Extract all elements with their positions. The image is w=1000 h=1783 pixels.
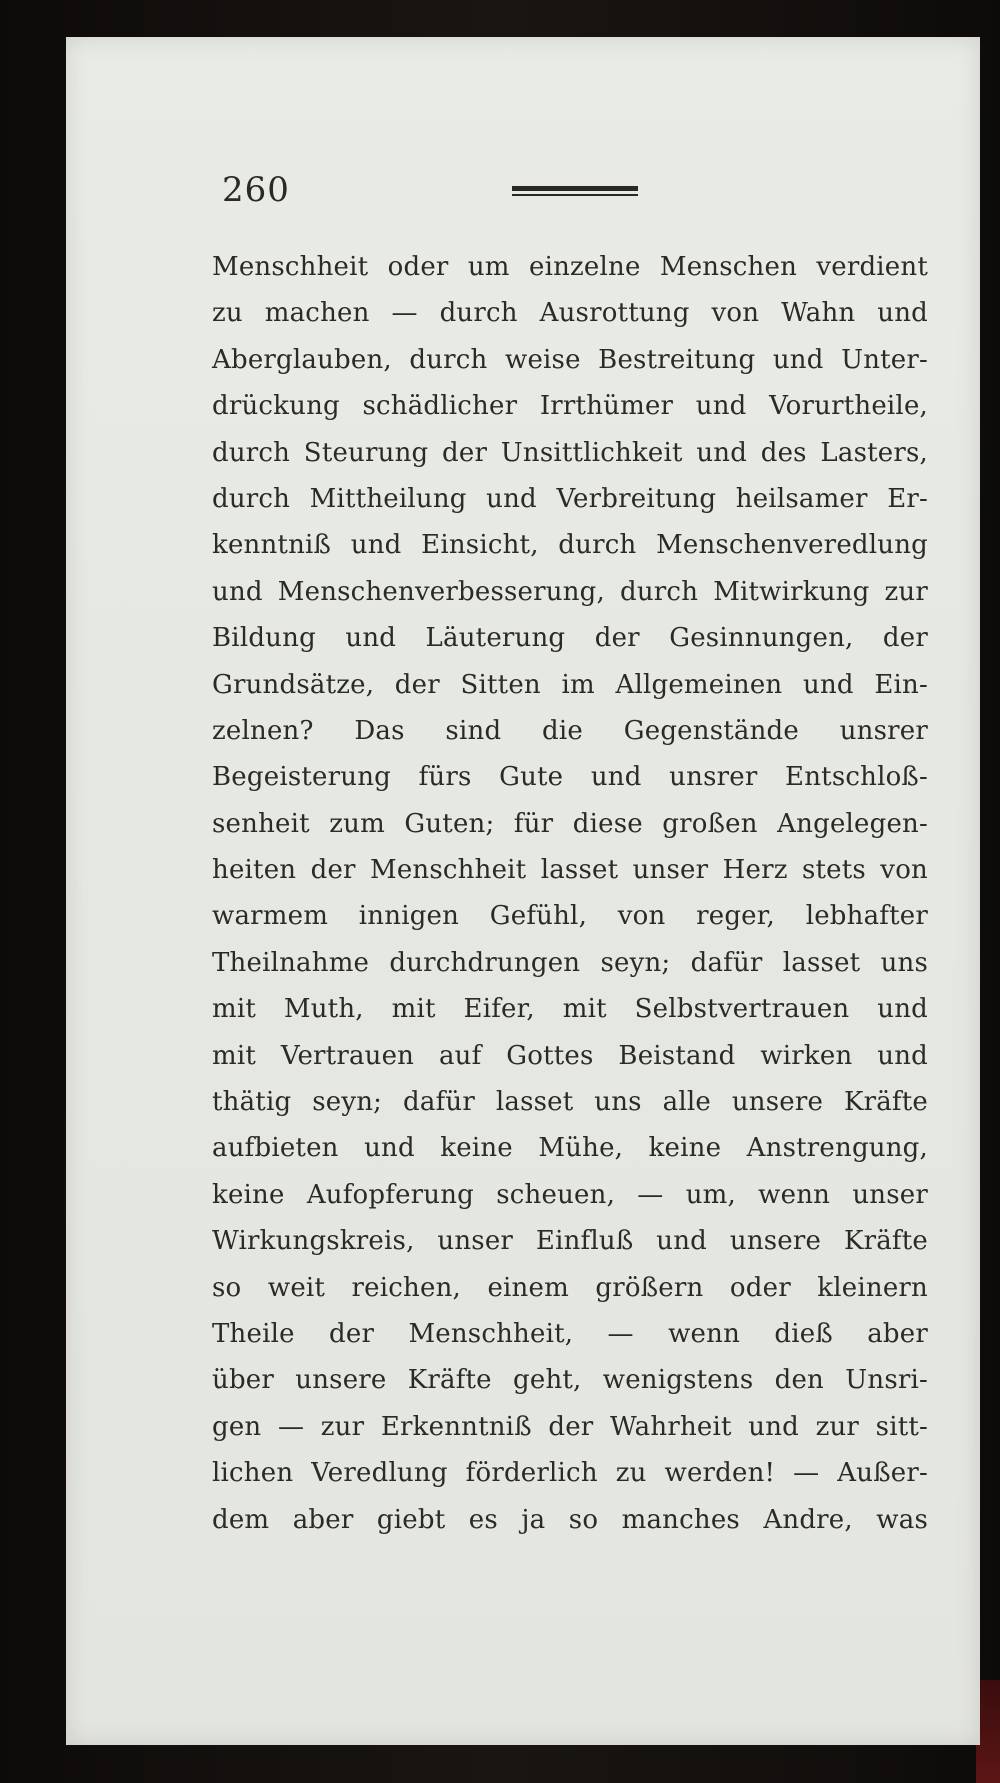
text-line: Aberglauben, durch weise Bestreitung und Unter- bbox=[212, 344, 928, 375]
header-rule-thick bbox=[512, 186, 638, 191]
text-line: thätig seyn; dafür lasset uns alle unsere Kräfte bbox=[212, 1087, 928, 1118]
body-text bbox=[212, 244, 928, 1543]
header-rule bbox=[512, 186, 638, 197]
text-line: so weit reichen, einem größern oder kleinern bbox=[212, 1272, 928, 1303]
text-line: Bildung und Läuterung der Gesinnungen, der bbox=[212, 623, 928, 654]
text-line: durch Steurung der Unsittlichkeit und des Lasters, bbox=[212, 437, 928, 468]
text-line: Wirkungskreis, unser Einfluß und unsere Kräfte bbox=[212, 1226, 928, 1257]
text-line: zelnen? Das sind die Gegenstände unsrer bbox=[212, 715, 928, 746]
text-line: Grundsätze, der Sitten im Allgemeinen und Ein- bbox=[212, 669, 928, 700]
header-rule-thin bbox=[512, 194, 638, 196]
text-line: mit Vertrauen auf Gottes Beistand wirken und bbox=[212, 1040, 928, 1071]
text-line: und Menschenverbesserung, durch Mitwirkung zur bbox=[212, 576, 928, 607]
text-line: durch Mittheilung und Verbreitung heilsamer Er- bbox=[212, 483, 928, 514]
text-line: Begeisterung fürs Gute und unsrer Entschloß- bbox=[212, 762, 928, 793]
text-line: Menschheit oder um einzelne Menschen verdient bbox=[212, 252, 928, 282]
text-line: kenntniß und Einsicht, durch Menschenveredlung bbox=[212, 530, 928, 561]
text-line: dem aber giebt es ja so manches Andre, was bbox=[212, 1504, 928, 1535]
text-line: heiten der Menschheit lasset unser Herz stets von bbox=[212, 855, 928, 886]
text-line: gen — zur Erkenntniß der Wahrheit und zur sitt- bbox=[212, 1411, 928, 1442]
text-line: aufbieten und keine Mühe, keine Anstrengung, bbox=[212, 1133, 928, 1164]
text-line: Theilnahme durchdrungen seyn; dafür lasset uns bbox=[212, 947, 928, 978]
text-line: mit Muth, mit Eifer, mit Selbstvertrauen und bbox=[212, 994, 928, 1025]
text-line: warmem innigen Gefühl, von reger, lebhafter bbox=[212, 901, 928, 932]
text-line: senheit zum Guten; für diese großen Angelegen- bbox=[212, 808, 928, 839]
text-line: drückung schädlicher Irrthümer und Vorurtheile, bbox=[212, 391, 928, 422]
text-line: über unsere Kräfte geht, wenigstens den Unsri- bbox=[212, 1365, 928, 1396]
text-line: lichen Veredlung förderlich zu werden! — Außer- bbox=[212, 1458, 928, 1489]
text-line: Theile der Menschheit, — wenn dieß aber bbox=[212, 1318, 928, 1349]
text-line: keine Aufopferung scheuen, — um, wenn unser bbox=[212, 1179, 928, 1210]
text-line: zu machen — durch Ausrottung von Wahn und bbox=[212, 298, 928, 329]
page-number: 260 bbox=[222, 170, 290, 210]
